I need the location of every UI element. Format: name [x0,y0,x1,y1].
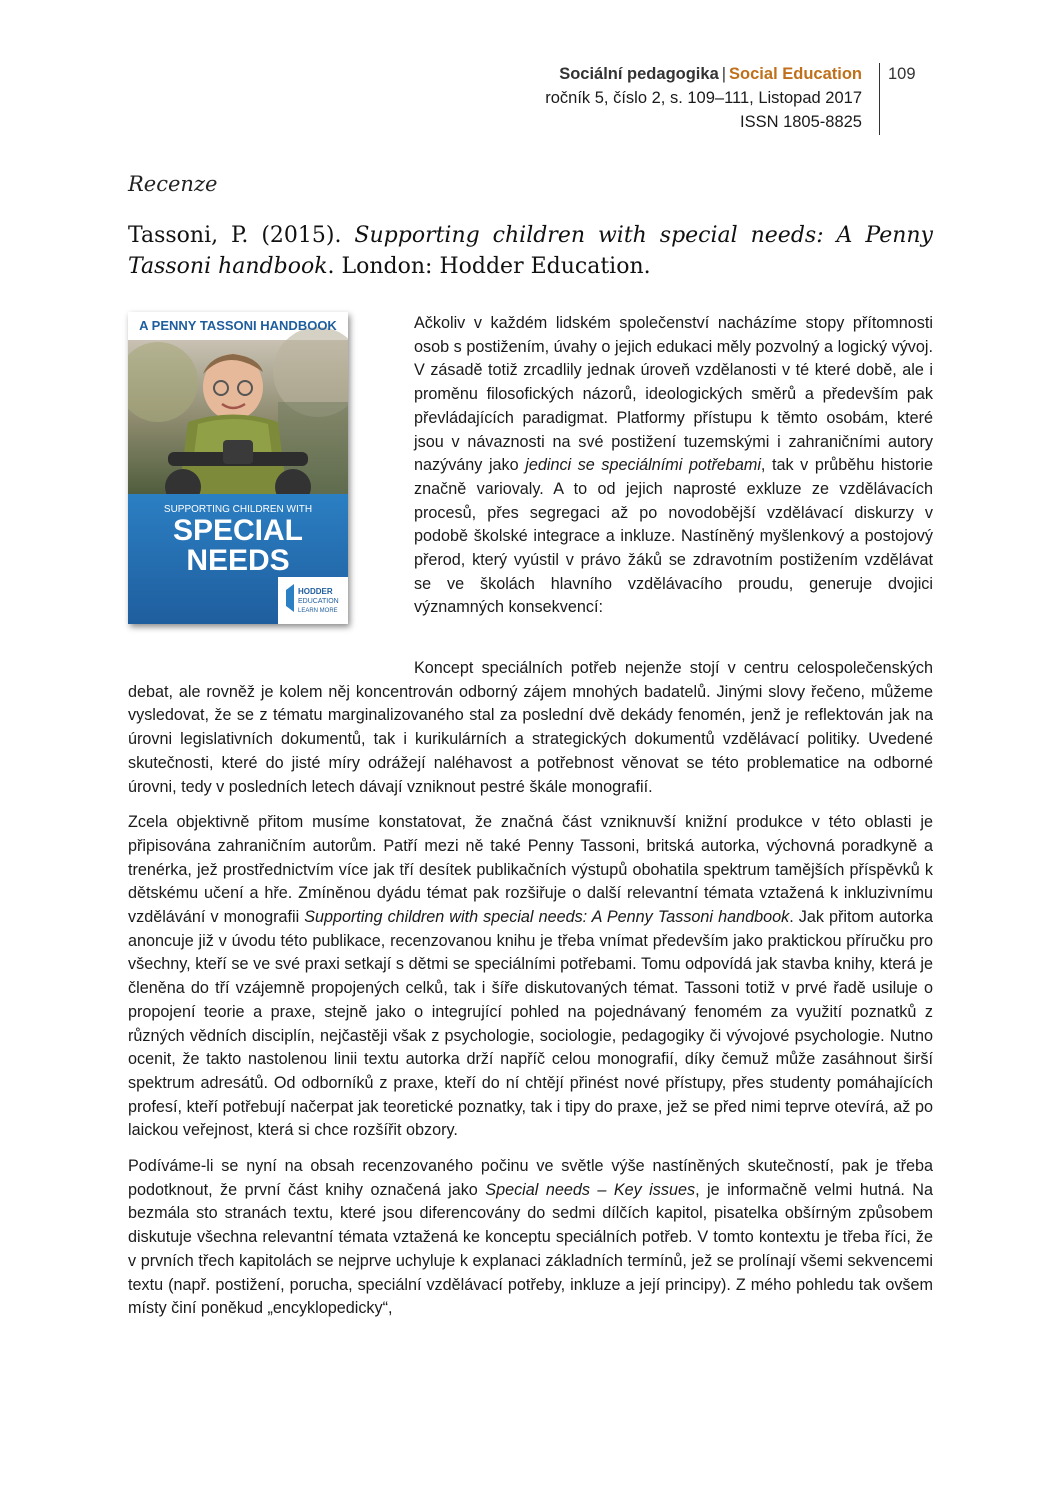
paragraph-1 [414,312,933,620]
cover-publisher-2: EDUCATION [298,598,339,605]
journal-name-en: Social Education [729,65,862,83]
paragraph-3-emphasis: Supporting children with special needs: A Penny Tassoni handbook [304,908,790,927]
paragraph-4-text-b: , je informačně velmi hutná. Na bezmála sto stranách textu, které jsou diferencovány do sedmi dílčích kapitol, pisatelka obšírným způsobem diskutuje všechna relevantní témata vztažená ke konceptu speciálních potřeb. V tomto kontextu je třeba říci, že v prvních třech kapitolách se nejprve uchyluje k explanaci základních termínů, jež se prolínají všemi sekvencemi textu (např. postižení, porucha, speciální vzdělávací potřeby, inkluze a její principy). Z mého pohledu tak ovšem místy činí poněkud „encyklopedicky“, [128,1180,934,1318]
volume-line: ročník 5, číslo 2, s. 109–111, Listopad 2017 [545,89,862,107]
page-number: 109 [888,65,916,83]
paragraph-3 [128,811,933,1143]
journal-name-cz: Sociální pedagogika [559,65,719,83]
journal-header [545,62,862,134]
cover-title-line1: SPECIAL [172,514,304,547]
paragraph-2-text: Koncept speciálních potřeb nejenže stojí v centru celospolečenských debat, ale rovněž je kolem něj koncentrován odborný zájem mnohých badatelů. Jinými slovy řečeno, můžeme vysledovat, že se z tématu marginalizovaného stal za poslední dvě dekády fenomén, jenž je reflektován jak na úrovni legislativních dokumentů, tak i kurikulárních a strategických dokumentů vzdělávací politiky. Uvedené skutečnosti, které do jisté míry odrážejí naléhavost a potřebnost věnovat se této problematice na odborné úrovni, tedy v posledních letech dávají vzniknout pestré škále monografií. [128,659,933,796]
paragraph-1-text-a: Ačkoliv v každém lidském společenství nacházíme stopy přítomnosti osob s postižením, úvahy o jejich edukaci měly pozvolný a logický vývoj. V zásadě totiž zrcadlily jednak úroveň vzdělanosti v té které době, ale i proměnu filosofických názorů, ideologických směrů a především pak převládajících paradigmat. Platformy přístupu k těmto osobám, které jsou v návaznosti na své postižení tuzemskými i zahraničními autory nazývány jako [414,314,933,475]
paragraph-4 [128,1155,933,1321]
paragraph-1-emphasis: jedinci se speciálními potřebami [525,456,761,475]
issn: ISSN 1805-8825 [739,113,862,131]
cover-subtitle: SUPPORTING CHILDREN WITH [163,504,313,515]
journal-title-line [545,62,862,86]
paragraph-3-text-a: Zcela objektivně přitom musíme konstatovat, že značná část vzniknuvší knižní produkce v této oblasti je připisována zahraničním autorům. Patří mezi ně také Penny Tassoni, britská autorka, výchovná poradkyně a trenérka, jež prostřednictvím více jak tří desítek publikačních výstupů obohatila spektrum tamějších příspěvků k dětskému učení a hře. Zmíněnou dyádu témat pak rozšiřuje o další relevantní témata vztažená k inkluzivnímu vzdělávání v monografii [128,813,933,927]
paragraph-4-text-a: Podíváme-li se nyní na obsah recenzovaného počinu ve světle výše nastíněných skutečností, pak je třeba podotknout, že první část knihy označená jako [128,1157,933,1199]
intro-paragraph [414,312,933,620]
paragraph-2 [128,657,933,799]
cover-title-line2: NEEDS [186,544,290,577]
journal-separator: | [721,65,727,83]
header-divider [879,63,880,135]
book-cover-illustration [128,312,348,624]
book-citation [128,220,933,282]
book-cover-image [128,312,348,624]
cover-publisher-3: LEARN MORE [298,608,338,614]
cover-publisher-1: HODDER [298,587,333,596]
section-label: Recenze [128,172,218,196]
body-text [128,657,933,1333]
paragraph-4-emphasis: Special needs – Key issues [485,1180,696,1199]
citation-publisher: . London: Hodder Education. [327,254,651,279]
paragraph-3-text-b: . Jak přitom autorka anoncuje již v úvodu této publikace, recenzovanou knihu je třeba vnímat především jako praktickou příručku pro všechny, kteří se ve své praxi setkají s dětmi se speciálními potřebami. Tomu odpovídá jak stavba knihy, která je členěna do tří vzájemně propojených celků, tak i šíře diskutovaných témat. Tassoni totiž v prvé řadě usiluje o propojení teorie a praxe, stejně jako o integrující pohled na pojednávaný fenomém za využití poznatků z různých vědních disciplín, nejčastěji však z psychologie, sociologie, pedagogiky či vývojové psychologie. Nutno ocenit, že takto nastolenou linii textu autorka drží napříč celou monografií, díky čemuž může zasáhnout širší spektrum adresátů. Od odborníků z praxe, kteří do ní chtějí přinést nové přístupy, přes studenty pomáhajících profesí, kteří potřebují načerpat jak teoretické poznatky, tak i tipy do praxe, jež se před nimi teprve otevírá, až po laickou veřejnost, která si chce rozšířit obzory. [128,908,933,1140]
citation-title: Supporting children with special needs: A Penny Tassoni handbook [128,223,933,279]
paragraph-1-text-b: , tak v průběhu historie značně variovaly. A to od jejich naprosté exkluze ze vzdělávacích procesů, přes segregaci až po novodobější vzdělávací diskurzy v podobě školské integrace a inkluze. Nastíněný myšlenkový a postojový přerod, který vyústil v právo žáků se zdravotním postižením vzdělávat se ve školách hlavního vzdělávacího proudu, generuje dvojici významných konsekvencí: [414,456,934,617]
citation-author: Tassoni, P. (2015). [128,223,355,248]
cover-series: A PENNY TASSONI HANDBOOK [139,318,337,333]
